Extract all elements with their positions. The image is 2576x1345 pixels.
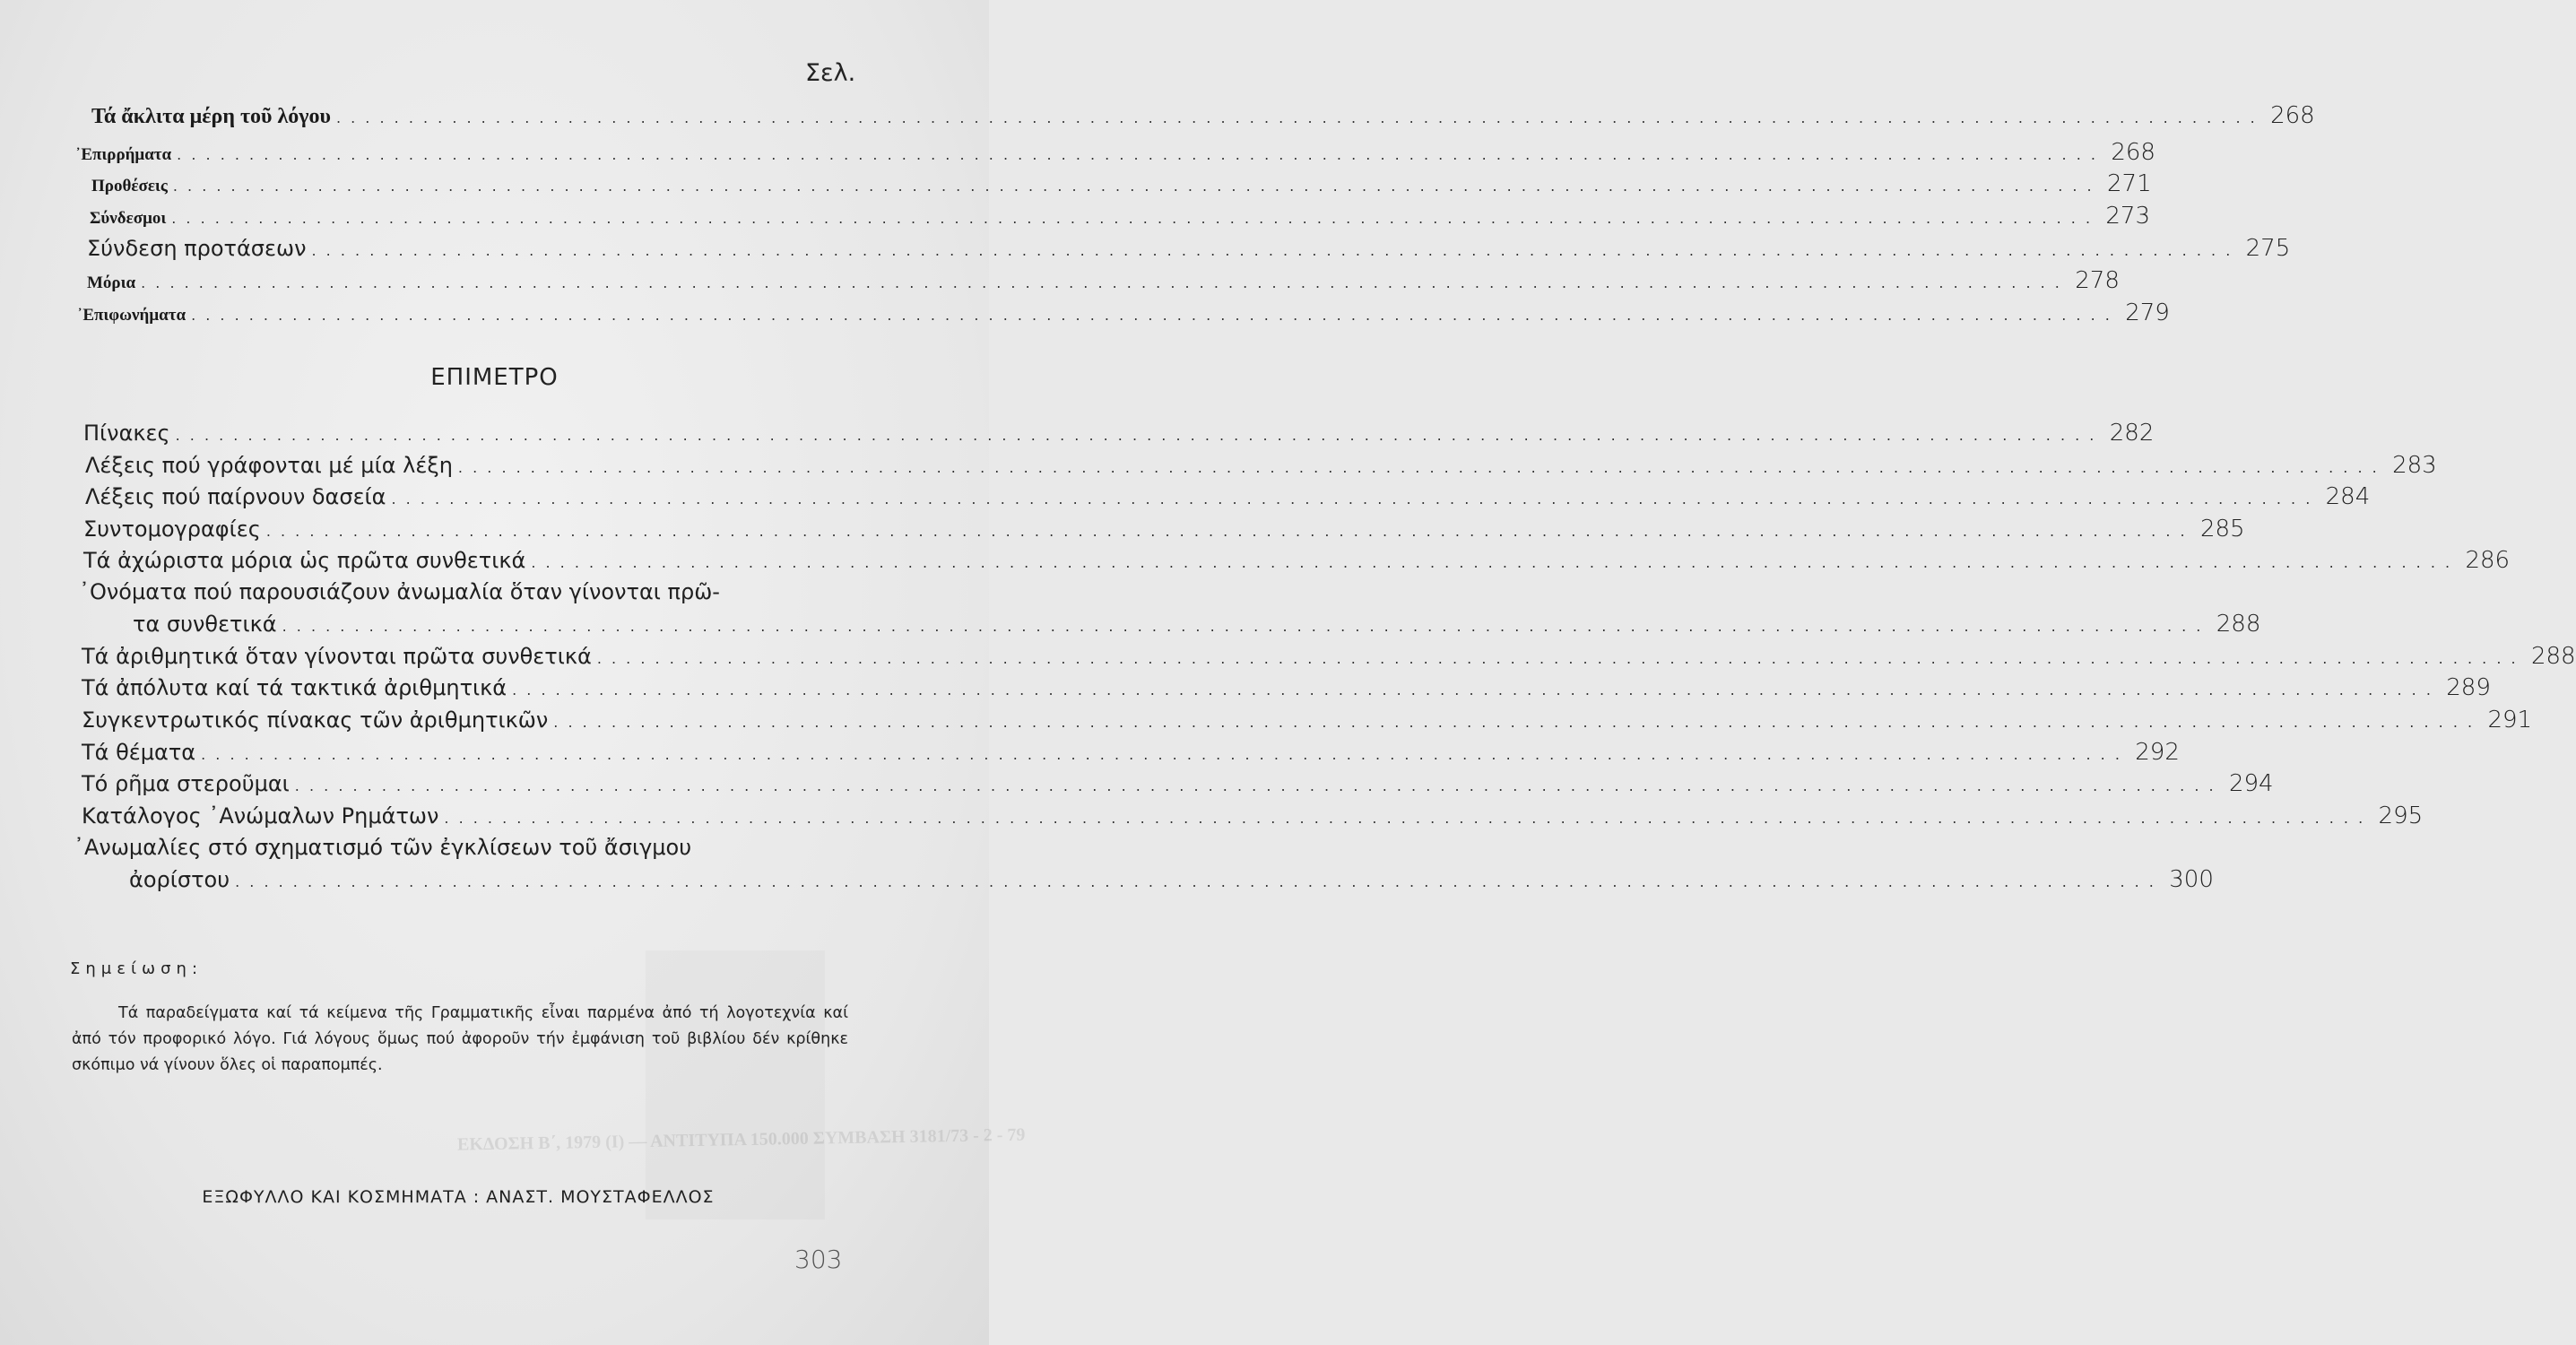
- toc-entry: [129, 866, 2214, 893]
- toc-entry-page: 285: [2199, 516, 2245, 542]
- toc-entry: [82, 643, 2576, 670]
- leader-dots: [266, 523, 2188, 540]
- toc-entry-title: Συγκεντρωτικός πίνακας τῶν ἀριθμητικῶν: [82, 707, 549, 733]
- leader-dots: [458, 459, 2380, 476]
- leader-dots: [312, 242, 2233, 259]
- toc-entry-page: 278: [2075, 267, 2120, 294]
- bleed-through-text: ΕΚΔΟΣΗ Β΄, 1979 (Ι) — ΑΝΤΙΤΥΠΑ 150.000 ΣΥΜΒΑΣΗ 3181/73 - 2 - 79: [456, 1124, 1026, 1155]
- toc-entry-title: Τά ἀπόλυτα καί τά τακτικά ἀριθμητικά: [82, 675, 507, 700]
- toc-entry-page: 286: [2465, 547, 2511, 574]
- leader-dots: [235, 873, 2156, 890]
- toc-entry-page: 273: [2105, 203, 2151, 230]
- toc-entry: [85, 452, 2437, 479]
- toc-entry-page: 292: [2135, 739, 2180, 766]
- toc-entry-title: Τά θέματα: [82, 740, 196, 765]
- leader-dots: [171, 210, 2093, 227]
- toc-entry-title: Προθέσεις: [91, 177, 168, 195]
- toc-entry-title: Μόρια: [87, 273, 136, 292]
- toc-entry-title-line1: ᾿Ονόματα πού παρουσιάζουν ἀνωμαλία ὅταν γίνονται πρῶ-: [79, 579, 720, 604]
- section-heading: ΕΠΙΜΕΤΡΟ: [430, 364, 559, 391]
- toc-entry-page: 271: [2106, 170, 2152, 197]
- toc-entry: [90, 203, 2151, 230]
- toc-entry-page: 288: [2216, 611, 2261, 638]
- toc-entry-title: Τό ρῆμα στεροῦμαι: [82, 771, 290, 796]
- toc-entry: [82, 674, 2491, 701]
- toc-entry: [83, 547, 2511, 574]
- toc-entry-page: 283: [2392, 452, 2437, 479]
- bleed-through-shade: [646, 950, 825, 1219]
- leader-dots: [282, 618, 2204, 635]
- toc-entry: [75, 139, 2155, 166]
- toc-entry: [85, 483, 2371, 510]
- toc-entry-title: Πίνακες: [83, 421, 170, 446]
- toc-entry-page: 289: [2446, 674, 2491, 701]
- toc-entry-title: Λέξεις πού παίρνουν δασεία: [85, 484, 386, 509]
- toc-entry-title-line1: ᾿Ανωμαλίες στό σχηματισμό τῶν ἐγκλίσεων τοῦ ἄσιγμου: [74, 835, 692, 860]
- toc-entry-page: 279: [2125, 299, 2170, 326]
- leader-dots: [392, 490, 2313, 508]
- toc-entry-page: 291: [2487, 707, 2533, 733]
- toc-entry: [83, 420, 2155, 447]
- toc-entry-title-line2: τα συνθετικά: [133, 612, 277, 637]
- toc-entry-page: 268: [2270, 102, 2315, 129]
- toc-entry-page: 300: [2169, 866, 2214, 893]
- toc-entry-title-line2: ἀορίστου: [129, 867, 230, 892]
- toc-entry-title: Συντομογραφίες: [83, 516, 261, 542]
- note-paragraph: Τά παραδείγματα καί τά κείμενα τῆς Γραμματικῆς εἶναι παρμένα ἀπό τή λογοτεχνία καί ἀπό τόν προφορικό λόγο. Γιά λόγους ὅμως πού ἀφοροῦν τήν ἐμφάνιση τοῦ βιβλίου δέν κρίθηκε σκόπιμο νά γίνουν ὅλες οἱ παραπομπές.: [72, 1004, 848, 1074]
- leader-dots: [201, 746, 2122, 763]
- leader-dots: [553, 714, 2475, 731]
- toc-entry-page: 282: [2109, 420, 2155, 447]
- leader-dots: [173, 178, 2095, 195]
- toc-entry: [87, 267, 2120, 294]
- toc-entry-page: 288: [2530, 643, 2576, 670]
- leader-dots: [191, 307, 2112, 324]
- toc-entry-title: Τά ἀχώριστα μόρια ὡς πρῶτα συνθετικά: [83, 548, 526, 573]
- toc-entry-title: ᾿Επιφωνήματα: [77, 306, 186, 325]
- leader-dots: [295, 777, 2216, 794]
- toc-entry-page: 275: [2245, 235, 2291, 262]
- toc-entry: [77, 299, 2170, 326]
- toc-entry: [82, 739, 2180, 766]
- leader-dots: [336, 109, 2258, 126]
- toc-entry-title: Σύνδεσμοι: [90, 209, 167, 228]
- toc-entry-title: Λέξεις πού γράφονται μέ μία λέξη: [85, 453, 453, 478]
- leader-dots: [444, 810, 2365, 827]
- toc-entry: [82, 803, 2424, 829]
- leader-dots: [141, 274, 2062, 291]
- toc-entry-page: 268: [2111, 139, 2155, 166]
- toc-entry: [91, 102, 2315, 129]
- note-label: Σημείωση:: [70, 959, 204, 978]
- toc-entry: [82, 770, 2274, 797]
- toc-entry: [91, 170, 2152, 197]
- credits: ΕΞΩΦΥΛΛΟ ΚΑΙ ΚΟΣΜΗΜΑΤΑ : ΑΝΑΣΤ. ΜΟΥΣΤΑΦΕΛΛΟΣ: [202, 1187, 715, 1207]
- leader-dots: [512, 681, 2433, 699]
- toc-entry: [83, 516, 2245, 542]
- page-number: 303: [794, 1245, 843, 1274]
- toc-entry-page: 295: [2378, 803, 2424, 829]
- toc-entry: [87, 235, 2291, 262]
- leader-dots: [531, 554, 2452, 571]
- toc-entry-title: Σύνδεση προτάσεων: [87, 236, 307, 261]
- toc-entry-title: Κατάλογος ᾿Ανώμαλων Ρημάτων: [82, 803, 439, 829]
- toc-entry: [133, 611, 2261, 638]
- leader-dots: [597, 650, 2519, 667]
- toc-entry-title: Τά ἄκλιτα μέρη τοῦ λόγου: [91, 105, 331, 128]
- toc-entry-page: 284: [2325, 483, 2371, 510]
- toc-entry: [82, 707, 2533, 733]
- page-column-label: Σελ.: [805, 59, 856, 87]
- leader-dots: [177, 146, 2098, 163]
- toc-entry-title: Τά ἀριθμητικά ὅταν γίνονται πρῶτα συνθετικά: [82, 644, 592, 669]
- toc-entry-title: ᾿Επιρρήματα: [75, 145, 172, 164]
- toc-entry-page: 294: [2228, 770, 2274, 797]
- leader-dots: [176, 427, 2097, 444]
